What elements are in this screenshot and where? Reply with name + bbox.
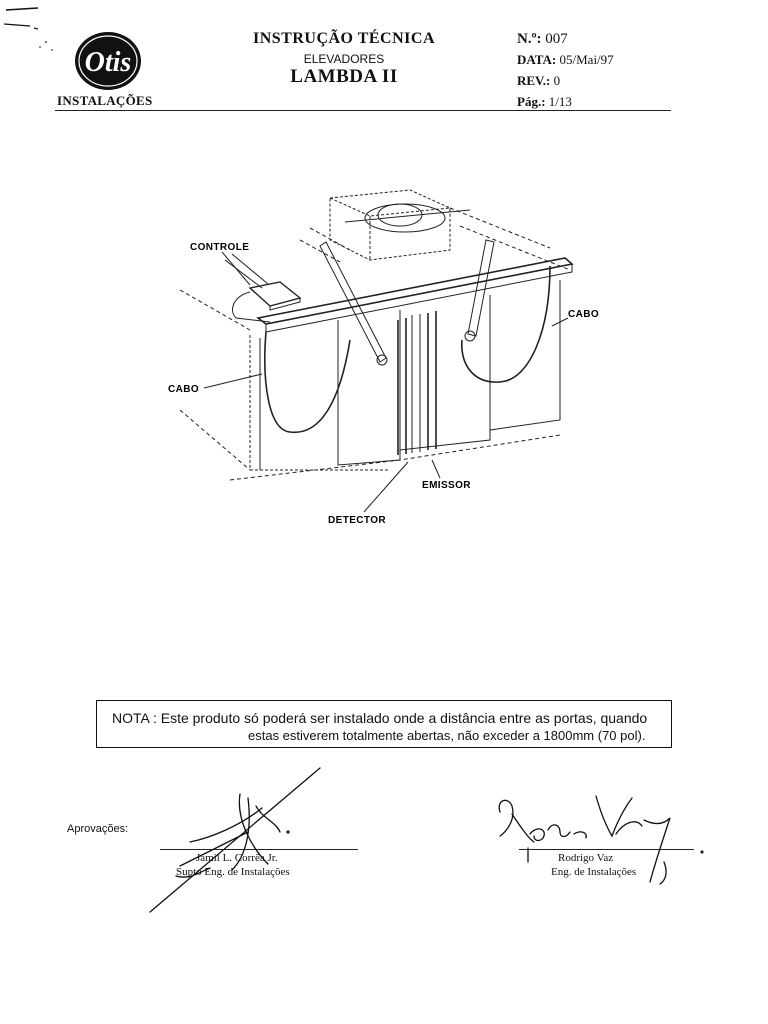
signature-line-1 xyxy=(160,849,358,850)
number-value: 007 xyxy=(545,31,568,47)
note-line-1: NOTA : Este produto só poderá ser instalado onde a distância entre as portas, quando xyxy=(112,710,648,726)
header-divider xyxy=(55,110,671,111)
approvals-label: Aprovações: xyxy=(67,823,129,835)
date-value: 05/Mai/97 xyxy=(559,52,614,67)
approver-2-role: Eng. de Instalações xyxy=(551,866,637,878)
approver-1-name: Jamil L. Corrêa Jr. xyxy=(196,852,278,864)
label-cabo-left: CABO xyxy=(168,384,200,395)
elevator-door-diagram xyxy=(150,170,630,530)
document-title: LAMBDA II xyxy=(290,66,398,87)
page-label: Pág.: xyxy=(517,94,546,109)
page-value: 1/13 xyxy=(548,94,572,109)
logo-wordmark: Otis xyxy=(84,47,132,78)
number-label: N.º: xyxy=(517,31,542,47)
signature-line-2 xyxy=(519,849,694,850)
rev-label: REV.: xyxy=(517,73,551,88)
label-cabo-right: CABO xyxy=(568,309,600,320)
department: ELEVADORES xyxy=(303,52,385,66)
page-number xyxy=(517,94,572,110)
label-detector: DETECTOR xyxy=(328,515,387,526)
label-emissor: EMISSOR xyxy=(422,480,471,491)
rev-value: 0 xyxy=(553,73,561,88)
approver-1-role: Supto Eng. de Instalações xyxy=(176,866,290,878)
document-revision xyxy=(517,73,560,89)
document-number xyxy=(517,31,568,48)
document-date xyxy=(517,52,614,68)
logo-caption: INSTALAÇÕES xyxy=(57,93,153,108)
otis-logo-icon xyxy=(72,28,144,94)
note-line-2: estas estiverem totalmente abertas, não exceder a 1800mm (70 pol). xyxy=(248,728,646,743)
date-label: DATA: xyxy=(517,52,557,67)
document-type: INSTRUÇÃO TÉCNICA xyxy=(252,30,435,47)
label-controle: CONTROLE xyxy=(190,242,250,253)
approver-2-name: Rodrigo Vaz xyxy=(558,852,614,864)
